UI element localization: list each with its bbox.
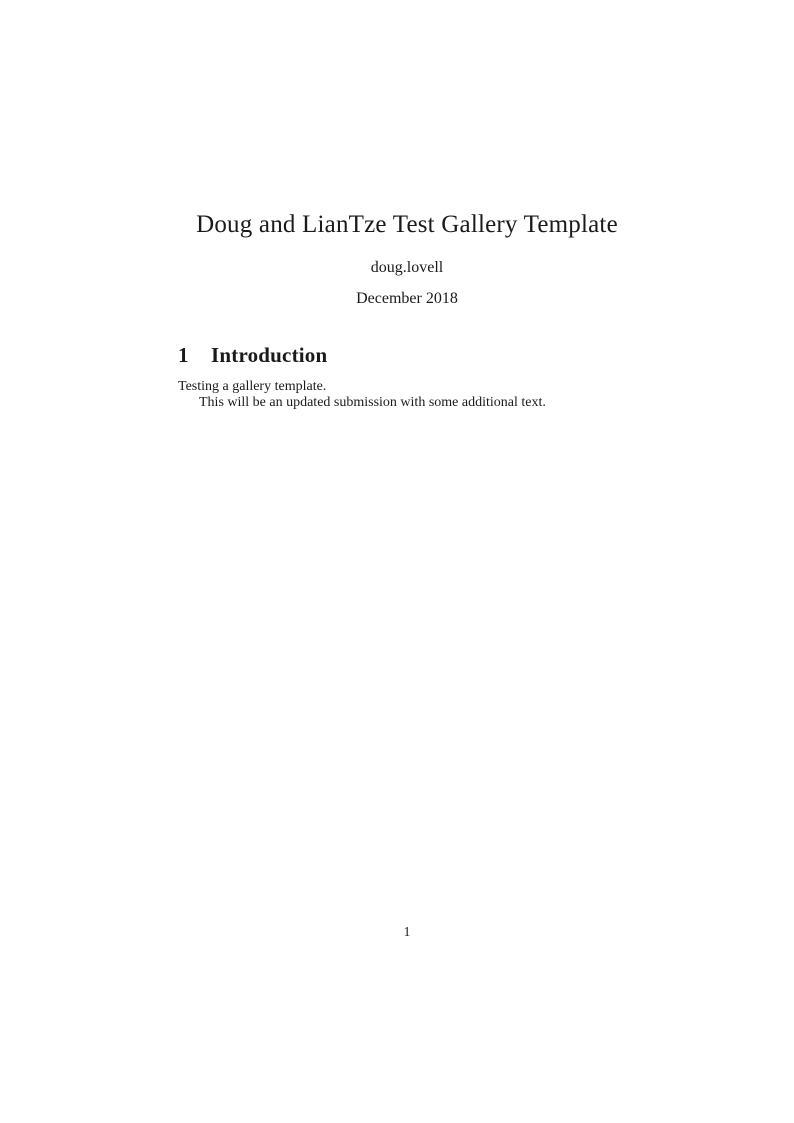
page-number: 1 [403, 924, 411, 939]
document-title: Doug and LianTze Test Gallery Template [196, 211, 618, 238]
document-date: December 2018 [356, 290, 458, 307]
section-number: 1 [178, 343, 189, 367]
document-author: doug.lovell [370, 259, 444, 276]
paragraph: Testing a gallery template. [178, 379, 327, 394]
section-body [178, 379, 636, 411]
document-content [178, 0, 636, 1123]
section-title: Introduction [211, 343, 328, 367]
section-heading [178, 343, 636, 368]
paragraph: This will be an updated submission with some additional text. [199, 395, 546, 410]
